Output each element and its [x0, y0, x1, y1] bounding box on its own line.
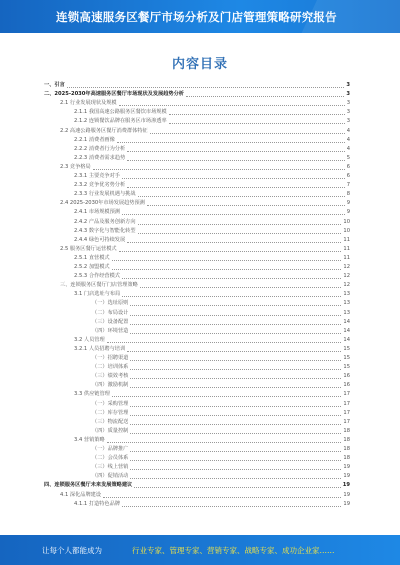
toc-leader-dots	[140, 287, 342, 288]
footer-slogan: 让每个人都能成为	[42, 546, 102, 555]
toc-entry-title: 2.4.1 市场规模预测	[74, 209, 120, 216]
toc-entry[interactable]	[92, 319, 350, 326]
toc-entry[interactable]	[74, 255, 350, 262]
toc-entry[interactable]	[74, 146, 350, 153]
toc-entry-title: 2.3.2 竞争优劣势分析	[74, 182, 126, 189]
toc-entry[interactable]	[74, 346, 350, 353]
toc-entry-page: 3	[346, 109, 350, 116]
toc-entry-title: （三）绩效考核	[92, 373, 129, 380]
toc-entry-title: 2.5 服务区餐厅运营模式	[60, 245, 117, 252]
toc-leader-dots	[130, 415, 341, 416]
toc-leader-dots	[127, 351, 341, 352]
toc-entry[interactable]	[74, 273, 350, 280]
toc-leader-dots	[130, 424, 341, 425]
toc-leader-dots	[134, 487, 341, 488]
toc-leader-dots	[186, 96, 344, 97]
footer-roles: 行业专家、管理专家、营销专家、战略专家、成功企业家……	[132, 546, 335, 555]
toc-entry-title: 2.3 竞争格局	[60, 163, 91, 170]
toc-leader-dots	[103, 497, 341, 498]
toc-entry-title: （四）激励机制	[92, 382, 129, 389]
toc-entry-title: 4.1 深化品牌建设	[60, 491, 102, 498]
toc-leader-dots	[130, 315, 341, 316]
toc-leader-dots	[130, 460, 341, 461]
toc-leader-dots	[112, 269, 342, 270]
toc-entry-title: （二）布局设计	[92, 309, 129, 316]
toc-entry-title: （一）招聘渠道	[92, 355, 129, 361]
toc-leader-dots	[130, 387, 341, 388]
toc-entry[interactable]	[74, 191, 350, 198]
toc-entry[interactable]	[74, 118, 350, 125]
toc-entry-title: （二）库存管理	[92, 409, 129, 416]
toc-entry-title: 3.3 供应链管理	[74, 391, 110, 398]
toc-entry[interactable]	[44, 482, 350, 489]
toc-leader-dots	[130, 324, 341, 325]
toc-entry-title: 2.4.2 产品及服务创新方向	[74, 218, 136, 225]
toc-entry-page: 13	[343, 309, 350, 316]
toc-entry-page: 17	[343, 418, 350, 425]
toc-entry-page: 18	[343, 446, 350, 452]
toc-leader-dots	[130, 433, 341, 434]
toc-leader-dots	[127, 187, 345, 188]
toc-leader-dots	[147, 205, 345, 206]
toc-leader-dots	[130, 469, 341, 470]
toc-entry[interactable]	[92, 373, 350, 380]
toc-entry[interactable]	[60, 164, 350, 171]
toc-entry-page: 13	[343, 291, 350, 298]
toc-entry-page: 5	[346, 154, 350, 161]
toc-leader-dots	[150, 133, 345, 134]
toc-entry-page: 11	[343, 245, 350, 252]
toc-entry-title: （四）环境营造	[92, 327, 129, 334]
toc-entry-page: 8	[346, 191, 350, 198]
toc-leader-dots	[138, 196, 345, 197]
toc-entry[interactable]	[92, 410, 350, 417]
toc-entry[interactable]	[92, 446, 350, 453]
toc-entry[interactable]	[74, 209, 350, 216]
toc-entry[interactable]	[74, 137, 350, 144]
toc-entry-page: 17	[343, 400, 350, 407]
toc-entry-title: 2.1.1 我国高速公路服务区餐饮市场规模	[74, 109, 167, 116]
toc-entry-title: 二、2025-2030年高速服务区餐厅市场现状及发展趋势分析	[44, 91, 184, 98]
toc-entry[interactable]	[74, 337, 350, 344]
toc-entry-title: （一）品牌推广	[92, 446, 129, 452]
toc-entry-page: 15	[343, 364, 350, 371]
toc-entry-title: 2.2 高速公路服务区餐厅消费群体特征	[60, 127, 148, 134]
toc-entry-page: 10	[343, 218, 350, 225]
toc-entry-page: 15	[343, 345, 350, 352]
toc-entry[interactable]	[60, 100, 350, 107]
toc-entry[interactable]	[92, 455, 350, 462]
toc-leader-dots	[130, 333, 341, 334]
toc-leader-dots	[122, 296, 341, 297]
toc-entry-page: 14	[343, 336, 350, 343]
toc-leader-dots	[130, 378, 341, 379]
toc-entry[interactable]	[92, 473, 350, 480]
toc-leader-dots	[169, 123, 345, 124]
toc-entry-title: （一）采购管理	[92, 400, 129, 407]
toc-entry-page: 3	[346, 91, 350, 98]
toc-entry[interactable]	[92, 364, 350, 371]
toc-entry[interactable]	[60, 200, 350, 207]
toc-entry-page: 14	[343, 327, 350, 334]
toc-entry-title: 2.5.3 合作经营模式	[74, 273, 120, 280]
toc-entry-title: 4.1.1 打造特色品牌	[74, 500, 120, 507]
toc-leader-dots	[130, 305, 341, 306]
toc-entry-title: 2.3.3 行业发展机遇与挑战	[74, 191, 136, 198]
toc-entry-page: 14	[343, 318, 350, 325]
toc-leader-dots	[130, 478, 341, 479]
toc-entry-page: 3	[346, 118, 350, 125]
toc-entry[interactable]	[74, 182, 350, 189]
toc-entry[interactable]	[92, 428, 350, 435]
toc-entry[interactable]	[92, 401, 350, 408]
toc-entry[interactable]	[74, 501, 350, 508]
toc-entry-page: 19	[343, 500, 350, 507]
toc-entry-page: 18	[343, 455, 350, 462]
toc-leader-dots	[112, 260, 342, 261]
toc-entry[interactable]	[74, 155, 350, 162]
toc-entry-page: 11	[343, 236, 350, 243]
report-header	[0, 0, 400, 33]
toc-entry-title: 2.5.2 加盟模式	[74, 264, 110, 270]
toc-leader-dots	[117, 142, 345, 143]
page-footer	[0, 535, 400, 565]
toc-leader-dots	[122, 278, 341, 279]
toc-entry[interactable]	[92, 300, 350, 307]
toc-leader-dots	[107, 442, 342, 443]
toc-entry-title: 3.1 门店选址与布局	[74, 291, 121, 298]
report-title: 连锁高速服务区餐厅市场分析及门店管理策略研究报告	[56, 10, 337, 24]
toc-entry-page: 6	[346, 163, 350, 170]
toc-entry-page: 3	[346, 100, 350, 107]
toc-entry-page: 19	[343, 491, 350, 498]
toc-leader-dots	[107, 342, 342, 343]
toc-leader-dots	[130, 451, 341, 452]
toc-entry-title: 2.4.3 数字化与智能化转型	[74, 227, 136, 234]
toc-leader-dots	[119, 105, 345, 106]
toc-leader-dots	[138, 224, 342, 225]
toc-entry-page: 19	[343, 473, 350, 480]
toc-entry-page: 11	[343, 254, 350, 261]
toc-entry[interactable]	[92, 464, 350, 471]
toc-entry-page: 4	[346, 145, 350, 152]
toc-entry-title: 2.2.3 消费者需求趋势	[74, 154, 126, 161]
toc-entry-page: 7	[346, 182, 350, 189]
toc-entry-page: 12	[343, 264, 350, 270]
toc-entry-page: 13	[343, 300, 350, 307]
toc-leader-dots	[130, 406, 341, 407]
toc-entry-page: 17	[343, 391, 350, 398]
toc-entry-page: 12	[343, 273, 350, 280]
toc-entry-title: （一）选址原则	[92, 300, 129, 307]
toc-entry-page: 18	[343, 427, 350, 434]
toc-leader-dots	[169, 114, 345, 115]
toc-entry-page: 16	[343, 382, 350, 389]
toc-entry[interactable]	[74, 291, 350, 298]
toc-entry-page: 16	[343, 373, 350, 380]
toc-entry-title: （三）线上营销	[92, 464, 129, 471]
toc-leader-dots	[93, 169, 345, 170]
toc-entry-title: 四、连锁服务区餐厅未来发展策略建议	[44, 482, 133, 489]
toc-entry-title: 2.3.1 主要竞争对手	[74, 173, 120, 179]
toc-entry-title: 2.1 行业发展现状及规模	[60, 100, 117, 107]
toc-leader-dots	[122, 214, 345, 215]
toc-entry-page: 3	[346, 82, 350, 88]
toc-entry[interactable]	[74, 237, 350, 244]
toc-entry-title: 3.2.1 人员招聘与培训	[74, 345, 126, 352]
toc-leader-dots	[127, 151, 345, 152]
toc-leader-dots	[138, 233, 342, 234]
toc-entry-title: 2.2.2 消费者行为分析	[74, 145, 126, 152]
toc-entry[interactable]	[92, 328, 350, 335]
toc-entry-page: 9	[346, 209, 350, 216]
toc-leader-dots	[127, 242, 341, 243]
toc-entry-page: 18	[343, 436, 350, 443]
toc-entry[interactable]	[74, 391, 350, 398]
toc-entry-title: 3.2 人员管理	[74, 336, 105, 343]
toc-entry-title: （四）质量控制	[92, 427, 129, 434]
toc-leader-dots	[122, 506, 341, 507]
toc-entry[interactable]	[60, 246, 350, 253]
toc-entry[interactable]	[60, 492, 350, 499]
toc-entry[interactable]	[92, 382, 350, 389]
toc-heading: 内容目录	[171, 57, 228, 72]
toc-leader-dots	[130, 360, 341, 361]
toc-entry-title: 3.4 营销策略	[74, 436, 105, 443]
toc-entry-title: （四）促销活动	[92, 473, 129, 480]
toc-entry-title: 三、连锁服务区餐厅门店管理策略	[60, 282, 138, 289]
toc-leader-dots	[67, 87, 345, 88]
toc-entry-title: 2.4 2025-2030年市场发展趋势预测	[60, 200, 145, 207]
toc-leader-dots	[112, 396, 342, 397]
toc-entry-title: （三）物流配送	[92, 418, 129, 425]
toc-leader-dots	[130, 369, 341, 370]
toc-entry-title: 2.4.4 绿色可持续发展	[74, 236, 126, 243]
toc-entry-page: 12	[343, 282, 350, 289]
toc-entry-title: 2.5.1 直营模式	[74, 254, 110, 261]
toc-entry[interactable]	[74, 228, 350, 235]
toc-entry-title: 2.2.1 消费者画像	[74, 136, 115, 143]
toc-entry[interactable]	[44, 82, 350, 89]
toc-entry-title: 2.1.2 连锁餐饮品牌在服务区市场渗透率	[74, 118, 167, 125]
toc-entry-page: 6	[346, 173, 350, 179]
toc-entry-page: 9	[346, 200, 350, 207]
toc-entry-page: 19	[343, 464, 350, 471]
toc-entry[interactable]	[92, 419, 350, 426]
toc-entry-page: 19	[342, 482, 350, 489]
toc-entry[interactable]	[74, 437, 350, 444]
toc-entry-title: （三）设备配置	[92, 318, 129, 325]
toc-entry[interactable]	[92, 310, 350, 317]
toc-entry-title: （二）会员体系	[92, 455, 129, 462]
toc-entry-page: 15	[343, 355, 350, 361]
toc-entry[interactable]	[60, 128, 350, 135]
toc-entry[interactable]	[44, 91, 350, 98]
toc-leader-dots	[127, 160, 345, 161]
toc-entry[interactable]	[74, 264, 350, 271]
toc-leader-dots	[122, 178, 345, 179]
toc-entry-page: 4	[346, 136, 350, 143]
toc-entry[interactable]	[74, 219, 350, 226]
toc-entry-page: 10	[343, 227, 350, 234]
toc-entry[interactable]	[60, 282, 350, 289]
toc-entry-title: 一、引言	[44, 82, 65, 88]
toc-entry[interactable]	[74, 109, 350, 116]
toc-entry[interactable]	[74, 173, 350, 180]
toc-entry-page: 17	[343, 409, 350, 416]
toc-entry[interactable]	[92, 355, 350, 362]
toc-entry-page: 4	[346, 127, 350, 134]
toc-leader-dots	[119, 251, 342, 252]
toc-entry-title: （二）培训体系	[92, 364, 129, 371]
